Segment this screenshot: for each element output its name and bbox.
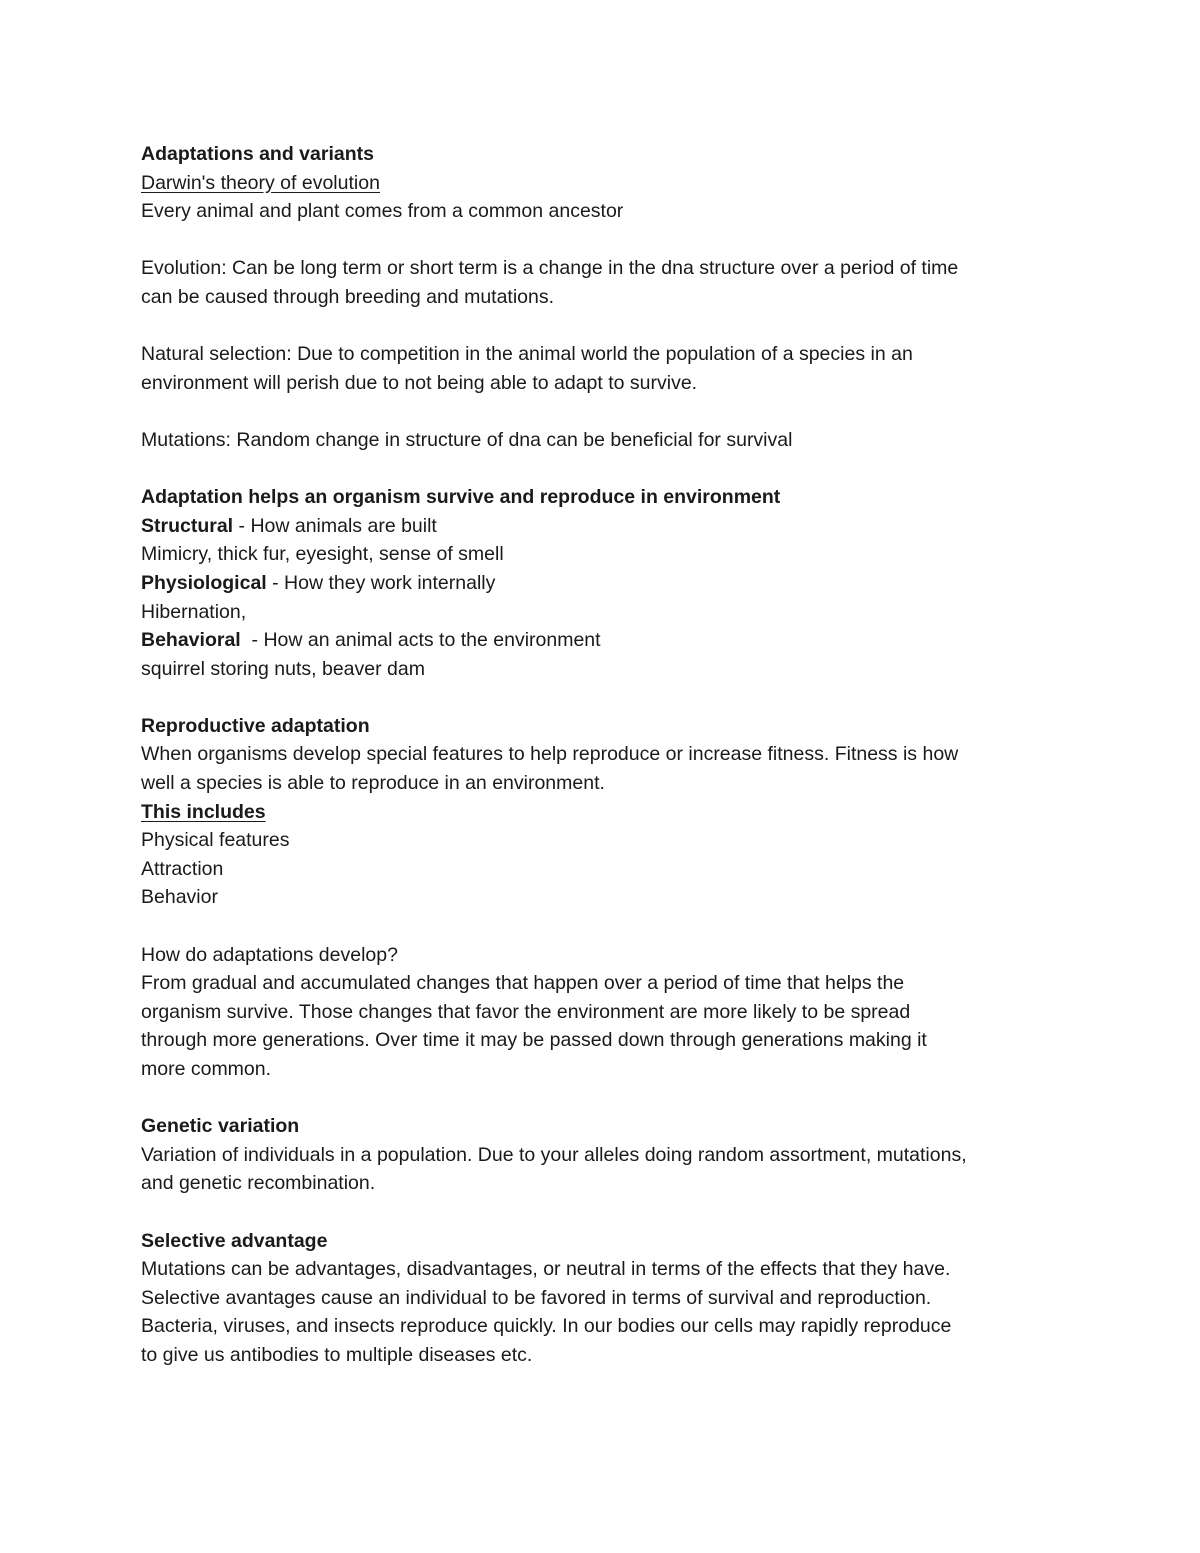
list-item: Behavior: [141, 886, 218, 909]
develop-line-2: organism survive. Those changes that favor the environment are more likely to be spread: [141, 1000, 911, 1023]
selective-advantage-line-3: Bacteria, viruses, and insects reproduce quickly. In our bodies our cells may rapidly reproduce: [141, 1315, 952, 1338]
spacer: [141, 455, 1081, 484]
evolution-line-2: can be caused through breeding and mutations.: [141, 285, 555, 308]
selective-advantage-heading: Selective advantage: [141, 1229, 328, 1252]
spacer: [141, 1084, 1081, 1113]
physiological-examples: Hibernation,: [141, 600, 247, 623]
list-item: Attraction: [141, 857, 224, 880]
develop-line-4: more common.: [141, 1058, 272, 1080]
structural-examples: Mimicry, thick fur, eyesight, sense of smell: [141, 543, 504, 566]
behavioral-line: [141, 626, 1081, 655]
physiological-term: Physiological: [141, 571, 267, 594]
structural-definition: - How animals are built: [233, 514, 437, 537]
structural-term: Structural: [141, 514, 234, 537]
selective-advantage-line-2: Selective avantages cause an individual to be favored in terms of survival and reproduction.: [141, 1286, 932, 1309]
darwin-heading: Darwin's theory of evolution: [141, 171, 380, 194]
includes-heading: This includes: [141, 800, 266, 823]
genetic-variation-heading: Genetic variation: [141, 1115, 300, 1138]
natural-selection-line-2: environment will perish due to not being able to adapt to survive.: [141, 371, 698, 394]
behavioral-term: Behavioral: [141, 629, 241, 652]
spacer: [141, 312, 1081, 341]
behavioral-definition: - How an animal acts to the environment: [240, 629, 601, 652]
physiological-definition: - How they work internally: [266, 571, 496, 594]
mutations-line-1: Mutations: Random change in structure of dna can be beneficial for survival: [141, 428, 793, 451]
behavioral-examples: squirrel storing nuts, beaver dam: [141, 657, 425, 680]
structural-line: [141, 512, 1081, 541]
reproductive-line-1: When organisms develop special features to help reproduce or increase fitness. Fitness is how: [141, 743, 959, 766]
document-body: [141, 140, 1081, 1370]
genetic-variation-line-2: and genetic recombination.: [141, 1172, 376, 1195]
spacer: [141, 226, 1081, 255]
evolution-line-1: Evolution: Can be long term or short term is a change in the dna structure over a period of time: [141, 257, 959, 280]
document-title: Adaptations and variants: [141, 143, 374, 165]
spacer: [141, 397, 1081, 426]
develop-question: How do adaptations develop?: [141, 943, 398, 966]
list-item: Physical features: [141, 829, 290, 852]
reproductive-line-2: well a species is able to reproduce in an environment.: [141, 772, 605, 795]
develop-line-1: From gradual and accumulated changes that happen over a period of time that helps the: [141, 972, 905, 995]
adaptation-heading: Adaptation helps an organism survive and reproduce in environment: [141, 486, 781, 509]
selective-advantage-line-1: Mutations can be advantages, disadvantages, or neutral in terms of the effects that they have.: [141, 1258, 951, 1281]
spacer: [141, 912, 1081, 941]
physiological-line: [141, 569, 1081, 598]
spacer: [141, 683, 1081, 712]
natural-selection-line-1: Natural selection: Due to competition in the animal world the population of a species in an: [141, 343, 913, 366]
develop-line-3: through more generations. Over time it may be passed down through generations making it: [141, 1029, 927, 1052]
darwin-line-1: Every animal and plant comes from a common ancestor: [141, 200, 624, 223]
genetic-variation-line-1: Variation of individuals in a population. Due to your alleles doing random assortment, mutations,: [141, 1143, 967, 1166]
reproductive-heading: Reproductive adaptation: [141, 714, 370, 737]
selective-advantage-line-4: to give us antibodies to multiple diseases etc.: [141, 1343, 533, 1366]
spacer: [141, 1198, 1081, 1227]
